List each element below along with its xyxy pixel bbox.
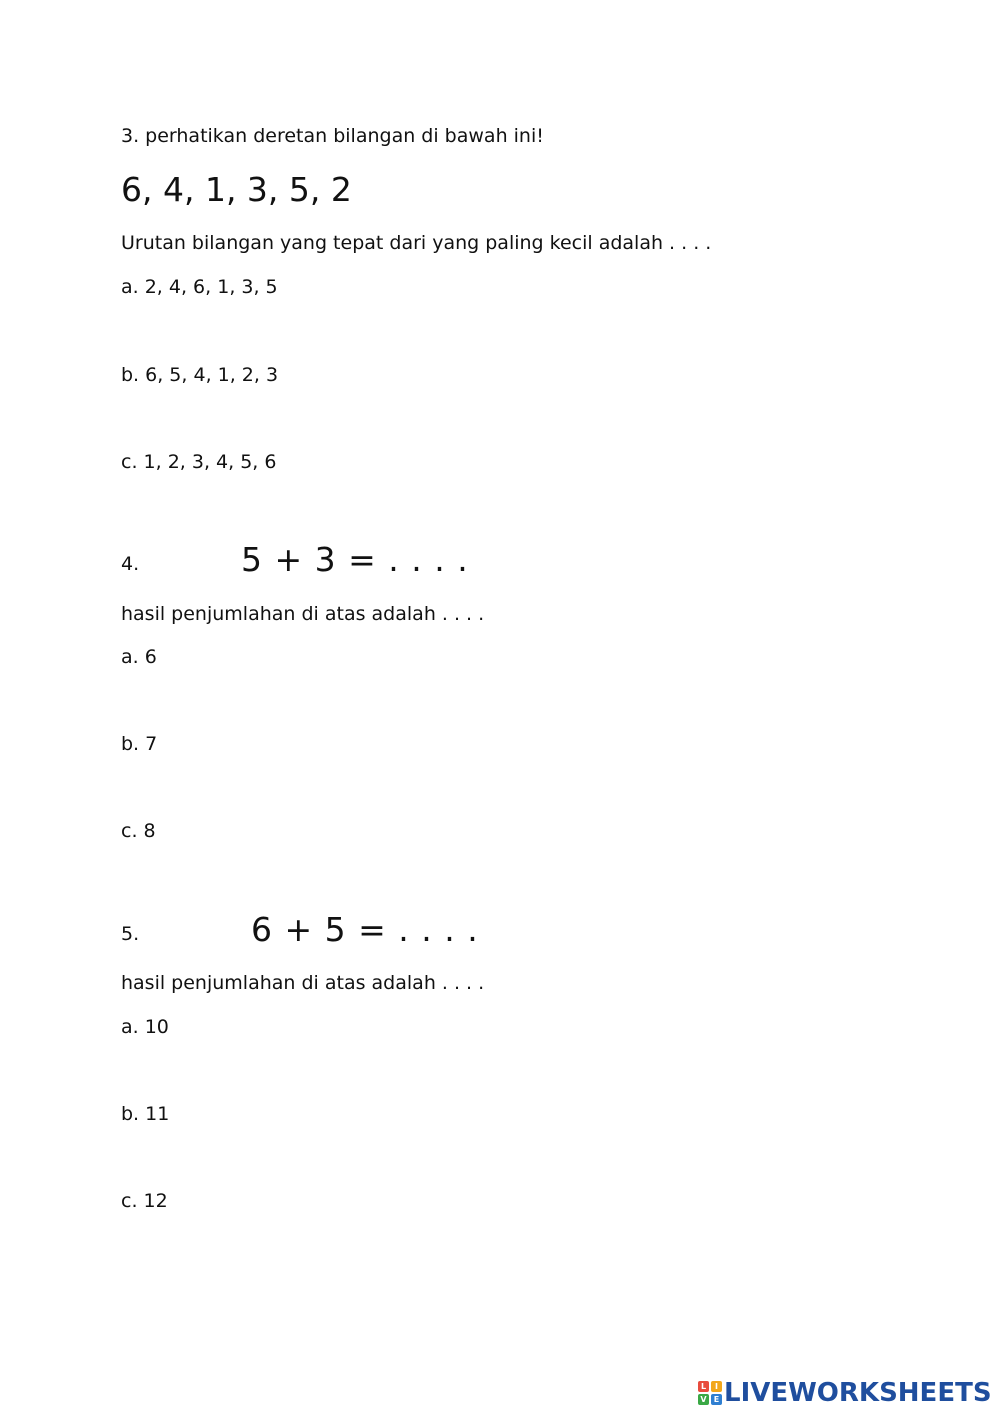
q4-number: 4.	[121, 553, 140, 575]
q4-option-c[interactable]: c. 8	[121, 820, 156, 842]
q3-option-c[interactable]: c. 1, 2, 3, 4, 5, 6	[121, 451, 277, 473]
logo-letter-l: L	[698, 1381, 709, 1392]
q5-number: 5.	[121, 923, 140, 945]
q5-option-a[interactable]: a. 10	[121, 1016, 169, 1038]
logo-letter-v: V	[698, 1394, 709, 1405]
logo-letter-i: I	[711, 1381, 722, 1392]
q3-option-a[interactable]: a. 2, 4, 6, 1, 3, 5	[121, 276, 278, 298]
q3-prompt: 3. perhatikan deretan bilangan di bawah ini!	[121, 125, 544, 147]
q5-equation: 6 + 5 = . . . .	[251, 910, 479, 949]
q4-option-a[interactable]: a. 6	[121, 646, 157, 668]
logo-mark-icon	[698, 1381, 722, 1405]
logo-text: LIVEWORKSHEETS	[724, 1378, 992, 1408]
q4-equation: 5 + 3 = . . . .	[241, 540, 469, 579]
q5-option-c[interactable]: c. 12	[121, 1190, 168, 1212]
q3-option-b[interactable]: b. 6, 5, 4, 1, 2, 3	[121, 364, 279, 386]
q4-question: hasil penjumlahan di atas adalah . . . .	[121, 603, 485, 625]
logo-letter-e: E	[711, 1394, 722, 1405]
q5-question: hasil penjumlahan di atas adalah . . . .	[121, 972, 485, 994]
liveworksheets-logo	[698, 1378, 992, 1408]
q3-question: Urutan bilangan yang tepat dari yang paling kecil adalah . . . .	[121, 232, 712, 254]
q3-sequence: 6, 4, 1, 3, 5, 2	[121, 170, 352, 209]
q4-option-b[interactable]: b. 7	[121, 733, 158, 755]
q5-option-b[interactable]: b. 11	[121, 1103, 170, 1125]
